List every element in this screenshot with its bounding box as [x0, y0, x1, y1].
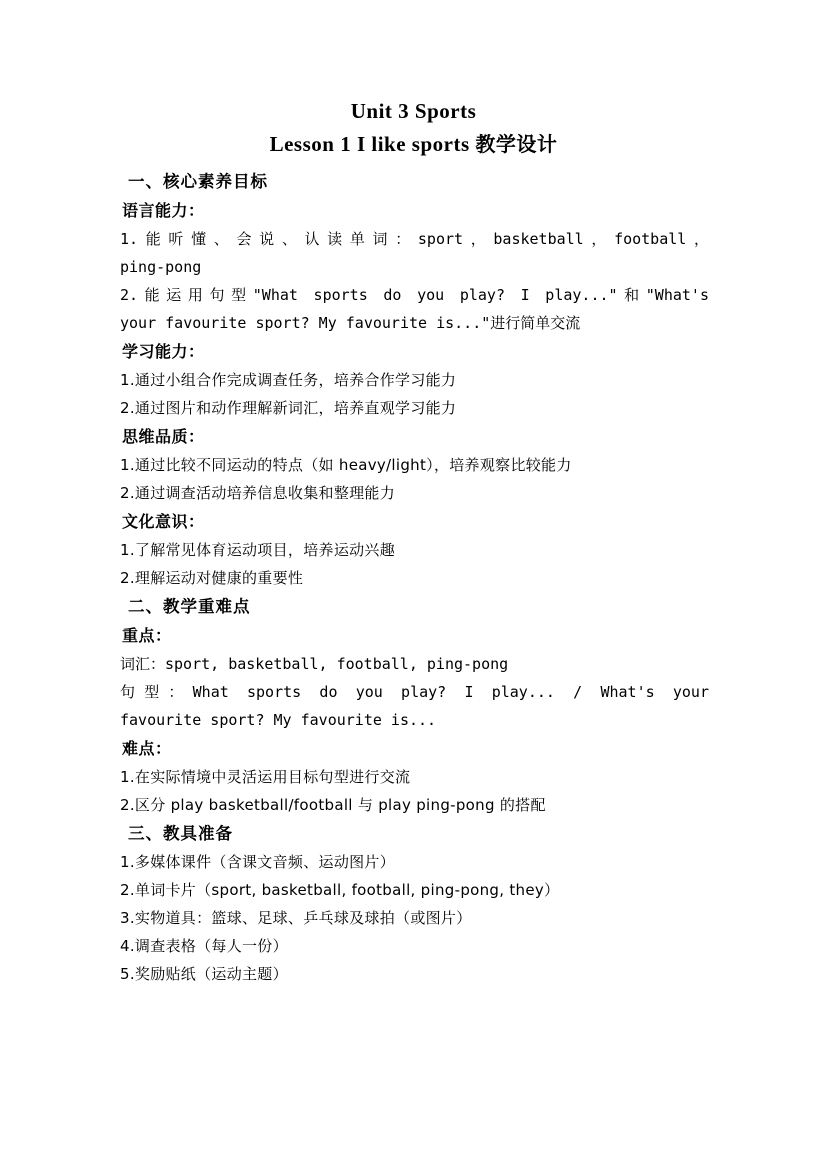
subsection-heading: 文化意识：: [122, 512, 205, 531]
body-line: your favourite sport? My favourite is..."进行简单交流: [120, 314, 581, 332]
body-line: 1.多媒体课件（含课文音频、运动图片）: [120, 853, 396, 871]
subsection-heading: 思维品质：: [122, 427, 205, 446]
body-line: 2.能运用句型"What sports do you play? I play..."和"What's: [120, 286, 709, 304]
body-line: 1.通过比较不同运动的特点（如 heavy/light），培养观察比较能力: [120, 456, 572, 474]
body-line: 4.调查表格（每人一份）: [120, 937, 288, 955]
subsection-heading: 难点：: [122, 739, 172, 758]
body-line: 2.区分 play basketball/football 与 play ping-pong 的搭配: [120, 796, 546, 814]
body-line: 词汇：sport, basketball, football, ping-pong: [120, 655, 509, 673]
body-line: ping-pong: [120, 258, 202, 276]
body-line: 1.能听懂、会说、认读单词：sport，basketball，football，: [120, 230, 709, 248]
body-line: favourite sport? My favourite is...: [120, 711, 437, 729]
subsection-heading: 语言能力：: [122, 201, 205, 220]
body-line: 2.理解运动对健康的重要性: [120, 569, 304, 587]
body-line: 2.通过图片和动作理解新词汇，培养直观学习能力: [120, 399, 457, 417]
body-line: 2.单词卡片（sport, basketball, football, ping-pong, they）: [120, 881, 560, 899]
document-title-line1: Unit 3 Sports: [350, 99, 477, 123]
body-line: 2.通过调查活动培养信息收集和整理能力: [120, 484, 396, 502]
body-line: 1.通过小组合作完成调查任务，培养合作学习能力: [120, 371, 457, 389]
section-heading: 一、核心素养目标: [128, 172, 268, 191]
body-line: 句型：What sports do you play? I play... / What's your: [120, 683, 709, 701]
document-title-line2-cn: 教学设计: [475, 132, 558, 156]
body-line: 1.在实际情境中灵活运用目标句型进行交流: [120, 768, 411, 786]
subsection-heading: 学习能力：: [122, 342, 205, 361]
body-line: 5.奖励贴纸（运动主题）: [120, 965, 288, 983]
subsection-heading: 重点：: [122, 626, 172, 645]
document-title-line2-en: Lesson 1 I like sports: [269, 132, 476, 156]
body-line: 1.了解常见体育运动项目，培养运动兴趣: [120, 541, 396, 559]
section-heading: 三、教具准备: [128, 824, 233, 843]
body-line: 3.实物道具：篮球、足球、乒乓球及球拍（或图片）: [120, 909, 472, 927]
document-title-line2: [118, 127, 709, 161]
section-heading: 二、教学重难点: [128, 597, 251, 616]
